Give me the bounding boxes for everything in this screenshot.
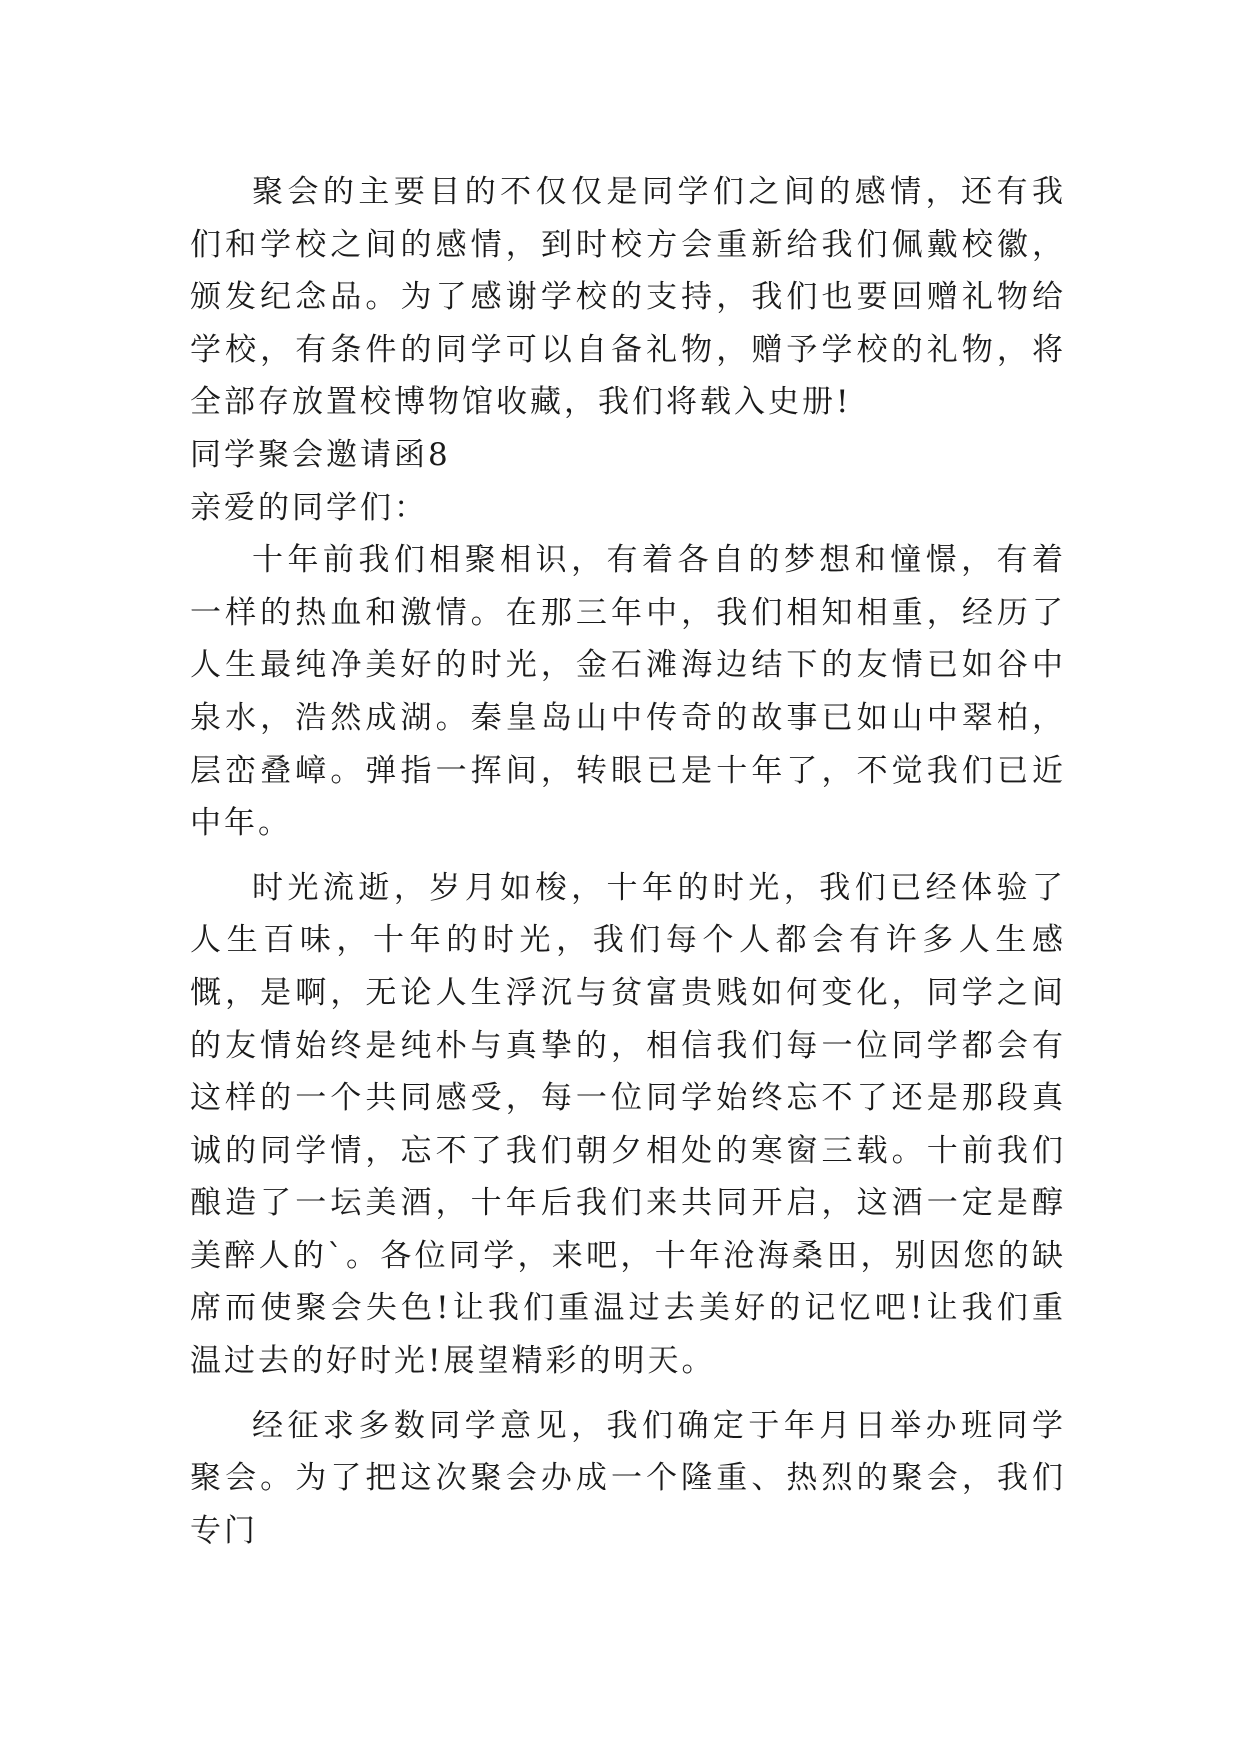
- salutation: 亲爱的同学们：: [190, 489, 428, 526]
- paragraph-event-decision: 经征求多数同学意见，我们确定于年月日举办班同学聚会。为了把这次聚会办成一个隆重、热烈的聚会，我们专门: [190, 1407, 1066, 1549]
- paragraph-gathering-purpose: 聚会的主要目的不仅仅是同学们之间的感情，还有我们和学校之间的感情，到时校方会重新给我们佩戴校徽，颁发纪念品。为了感谢学校的支持，我们也要回赠礼物给学校，有条件的同学可以自备礼物，赠予学校的礼物，将全部存放置校博物馆收藏，我们将载入史册!: [190, 174, 1066, 421]
- document-body: [190, 166, 1066, 1557]
- paragraph-ten-years-ago: 十年前我们相聚相识，有着各自的梦想和憧憬，有着一样的热血和激情。在那三年中，我们相知相重，经历了人生最纯净美好的时光，金石滩海边结下的友情已如谷中泉水，浩然成湖。秦皇岛山中传奇的故事已如山中翠柏，层峦叠嶂。弹指一挥间，转眼已是十年了，不觉我们已近中年。: [190, 542, 1066, 842]
- section-title: 同学聚会邀请函8: [190, 436, 451, 473]
- paragraph-time-flies: 时光流逝，岁月如梭，十年的时光，我们已经体验了人生百味，十年的时光，我们每个人都会有许多人生感慨，是啊，无论人生浮沉与贫富贵贱如何变化，同学之间的友情始终是纯朴与真挚的，相信我们每一位同学都会有这样的一个共同感受，每一位同学始终忘不了还是那段真诚的同学情，忘不了我们朝夕相处的寒窗三载。十前我们酿造了一坛美酒，十年后我们来共同开启，这酒一定是醇美醉人的`。各位同学，来吧，十年沧海桑田，别因您的缺席而使聚会失色!让我们重温过去美好的记忆吧!让我们重温过去的好时光!展望精彩的明天。: [190, 869, 1066, 1380]
